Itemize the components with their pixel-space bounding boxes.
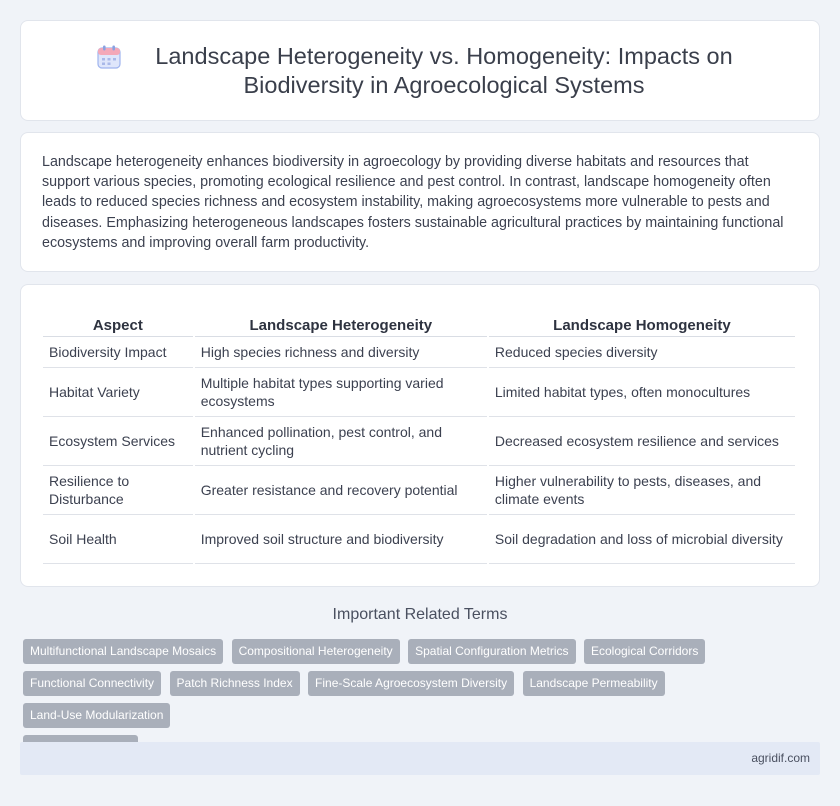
aspect-cell: Resilience to Disturbance [43, 466, 193, 515]
related-term-tag[interactable]: Land-Use Modularization [23, 703, 170, 728]
related-term-tag[interactable]: Ecological Corridors [584, 639, 705, 664]
homogeneity-cell: Soil degradation and loss of microbial diversity [489, 515, 795, 564]
calendar-icon [96, 44, 122, 70]
homogeneity-cell: Reduced species diversity [489, 337, 795, 368]
table-row [43, 337, 795, 368]
aspect-cell: Soil Health [43, 515, 193, 564]
header-aspect: Aspect [43, 311, 193, 337]
related-term-tag[interactable]: Compositional Heterogeneity [232, 639, 400, 664]
comparison-table [41, 311, 797, 564]
heterogeneity-cell: Greater resistance and recovery potential [195, 466, 487, 515]
aspect-cell: Habitat Variety [43, 368, 193, 417]
related-term-tag[interactable]: Fine-Scale Agroecosystem Diversity [308, 671, 514, 696]
page-title: Landscape Heterogeneity vs. Homogeneity: Impacts on Biodiversity in Agroecological Systems [155, 42, 733, 98]
header-card [20, 20, 820, 121]
table-row [43, 417, 795, 466]
related-terms-title: Important Related Terms [332, 606, 508, 623]
related-term-tag[interactable]: Functional Connectivity [23, 671, 161, 696]
heterogeneity-cell: Improved soil structure and biodiversity [195, 515, 487, 564]
related-term-tag[interactable]: Multifunctional Landscape Mosaics [23, 639, 223, 664]
homogeneity-cell: Limited habitat types, often monocultures [489, 368, 795, 417]
footer-site-link[interactable]: agridif.com [751, 751, 810, 765]
table-row [43, 515, 795, 564]
related-term-tag[interactable]: Spatial Configuration Metrics [408, 639, 575, 664]
header-heterogeneity: Landscape Heterogeneity [195, 311, 487, 337]
comparison-table-card [20, 284, 820, 587]
related-term-tag[interactable]: Patch Richness Index [170, 671, 300, 696]
intro-text: Landscape heterogeneity enhances biodiversity in agroecology by providing diverse habitats and resources that support various species, promoting ecological resilience and pest control. In contrast, landscape homogeneity often leads to reduced species richness and ecosystem instability, making agroecosystems more vulnerable to pests and diseases. Emphasizing heterogeneous landscapes fosters sustainable agricultural practices by maintaining functional ecosystems and improving overall farm productivity. [42, 154, 784, 251]
table-header-row [43, 311, 795, 337]
related-term-tag[interactable]: Landscape Permeability [523, 671, 665, 696]
footer [20, 742, 820, 775]
intro-card [20, 132, 820, 272]
homogeneity-cell: Decreased ecosystem resilience and services [489, 417, 795, 466]
header-homogeneity: Landscape Homogeneity [489, 311, 795, 337]
table-row [43, 368, 795, 417]
homogeneity-cell: Higher vulnerability to pests, diseases, and climate events [489, 466, 795, 515]
aspect-cell: Ecosystem Services [43, 417, 193, 466]
table-row [43, 466, 795, 515]
heterogeneity-cell: Multiple habitat types supporting varied ecosystems [195, 368, 487, 417]
heterogeneity-cell: Enhanced pollination, pest control, and nutrient cycling [195, 417, 487, 466]
heterogeneity-cell: High species richness and diversity [195, 337, 487, 368]
aspect-cell: Biodiversity Impact [43, 337, 193, 368]
